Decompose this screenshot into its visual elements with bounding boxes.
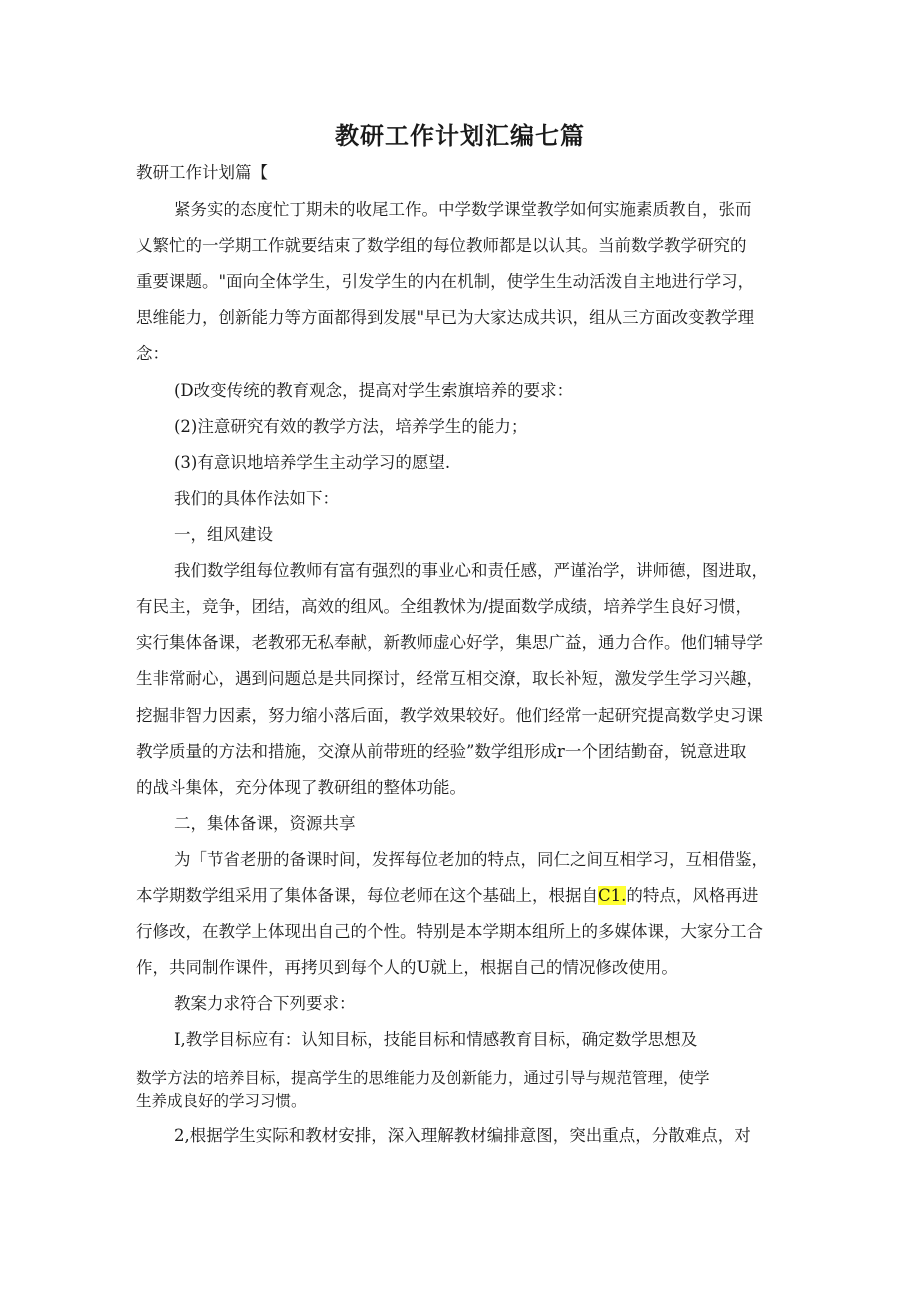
point-1: (D改变传统的教育观念，提高对学生索旗培养的要求：: [174, 381, 574, 400]
document-title: 教研工作计划汇编七篇: [335, 122, 585, 150]
section2-line-2-start: 本学期数学组采用了集体备课，每位老师在这个基础上，根据自: [136, 886, 598, 905]
requirements-intro: 教案力求符合下列要求：: [174, 994, 356, 1013]
requirement-2-line-1: 2,根据学生实际和教材安排，深入理解教材编排意图，突出重点，分散难点，对: [174, 1126, 751, 1145]
intro-line-3: 重要课题。"面向全体学生，引发学生的内在机制，使学生生动活泼自主地进行学习，: [136, 272, 755, 291]
section2-line-2-end: 的特点，风格再进: [626, 886, 759, 905]
section1-line-1: 我们数学组每位教师有富有强烈的事业心和责任感，严谨治学，讲师德，图进取，: [174, 561, 768, 580]
requirement-1-line-3: 生养成良好的学习习惯。: [136, 1092, 307, 1110]
section2-line-2: [136, 886, 758, 906]
intro-line-1: 紧务实的态度忙丁期未的收尾工作。中学数学课堂教学如何实施素质教自，张而: [174, 200, 752, 219]
section1-line-5: 挖掘非智力因素，努力缩小落后面，教学效果较好。他们经常一起研究提高数学史习课: [136, 706, 763, 725]
methods-intro: 我们的具体作法如下：: [174, 489, 339, 508]
section1-line-3: 实行集体备课，老教邪无私奉献，新教师虚心好学，集思广益，通力合作。他们辅导学: [136, 633, 763, 652]
intro-line-2: 乂繁忙的一学期工作就要结束了数学组的每位教师都是以认其。当前数学教学研究的: [136, 236, 747, 255]
point-3: (3)有意识地培养学生主动学习的愿望.: [174, 453, 451, 472]
intro-line-5: 念：: [136, 344, 169, 363]
section1-line-4: 生非常耐心，遇到问题总是共同探讨，经常互相交潦，取长补短，激发学生学习兴趣，: [136, 669, 763, 688]
intro-line-4: 思维能力，创新能力等方面都得到发展"早已为大家达成共识，组从三方面改变教学理: [136, 308, 755, 327]
section2-line-1: 为「节省老册的备课时间，发挥每位老加的特点，同仁之间互相学习，互相借鉴，: [174, 850, 768, 869]
section1-line-6: 教学质量的方法和措施，交潦从前带班的经验”数学组形成r一个团结勤奋，锐意进取: [136, 742, 747, 761]
requirement-1-line-2: 数学方法的培养目标，提高学生的思维能力及创新能力，通过引导与规范管理，使学: [136, 1069, 710, 1087]
section1-line-7: 的战斗集体，充分体现了教研组的整体功能。: [136, 778, 466, 797]
section2-heading: 二，集体备课，资源共享: [174, 814, 356, 833]
section2-line-3: 行修改，在教学上体现出自己的个性。特别是本学期本组所上的多媒体课，大家分工合: [136, 922, 763, 941]
section2-line-4: 作，共同制作课件，再拷贝到每个人的U就上，根据自己的情况修改使用。: [136, 958, 678, 977]
highlighted-text: C1.: [598, 886, 627, 905]
requirement-1-line-1: I,教学目标应有：认知目标，技能目标和情感教育目标，确定数学思想及: [174, 1030, 698, 1049]
section1-heading: 一，组风建设: [174, 525, 273, 544]
section-heading: 教研工作计划篇【: [136, 163, 268, 182]
point-2: (2)注意研究有效的教学方法，培养学生的能力；: [174, 417, 528, 436]
section1-line-2: 有民主，竞争，团结，高效的组风。全组教怵为/提面数学成绩，培养学生良好习惯，: [136, 597, 753, 616]
